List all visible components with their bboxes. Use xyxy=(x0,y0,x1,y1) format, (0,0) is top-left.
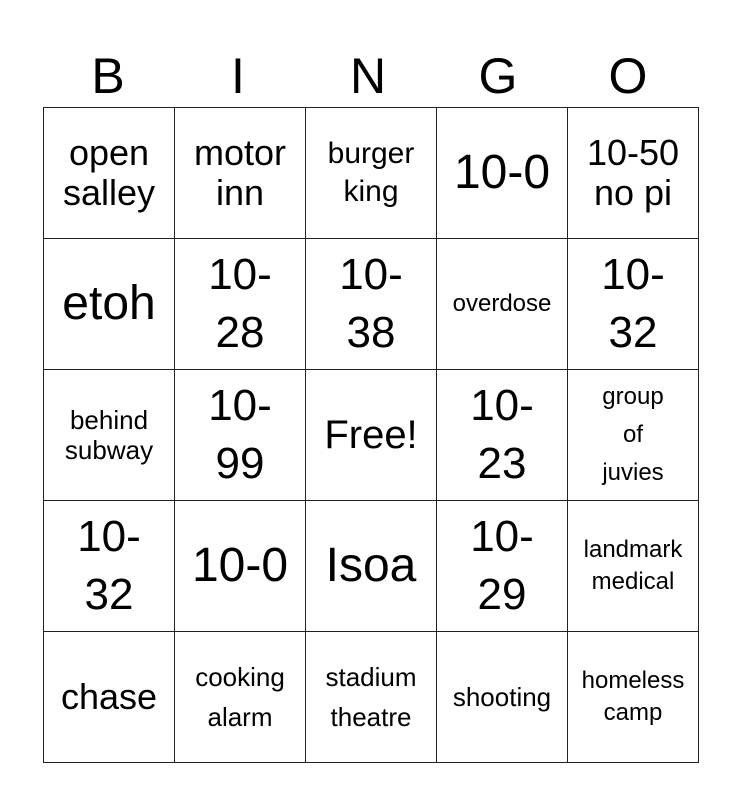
header-letter-b: B xyxy=(91,48,125,104)
bingo-cell[interactable]: 10- 32 xyxy=(44,501,175,632)
grid-row xyxy=(44,370,699,501)
bingo-cell[interactable]: 10-0 xyxy=(437,108,568,239)
bingo-cell[interactable]: 10-50 no pi xyxy=(568,108,699,239)
bingo-cell[interactable]: landmark medical xyxy=(568,501,699,632)
bingo-cell[interactable]: Isoa xyxy=(306,501,437,632)
bingo-cell[interactable]: open salley xyxy=(44,108,175,239)
bingo-cell[interactable]: 10- 28 xyxy=(175,239,306,370)
grid-row xyxy=(44,239,699,370)
bingo-cell[interactable]: 10- 32 xyxy=(568,239,699,370)
bingo-cell[interactable]: cooking alarm xyxy=(175,632,306,763)
free-space-cell[interactable]: Free! xyxy=(306,370,437,501)
bingo-cell[interactable]: 10-0 xyxy=(175,501,306,632)
bingo-cell[interactable]: group of juvies xyxy=(568,370,699,501)
bingo-cell[interactable]: 10- 99 xyxy=(175,370,306,501)
bingo-cell[interactable]: overdose xyxy=(437,239,568,370)
bingo-cell[interactable]: shooting xyxy=(437,632,568,763)
bingo-cell[interactable]: motor inn xyxy=(175,108,306,239)
header-letter-o: O xyxy=(608,48,648,104)
bingo-cell[interactable]: burger king xyxy=(306,108,437,239)
grid-row xyxy=(44,108,699,239)
bingo-cell[interactable]: 10- 23 xyxy=(437,370,568,501)
bingo-cell[interactable]: 10- 29 xyxy=(437,501,568,632)
bingo-cell[interactable]: chase xyxy=(44,632,175,763)
grid-row xyxy=(44,501,699,632)
bingo-grid xyxy=(43,107,699,763)
bingo-header xyxy=(43,48,693,104)
bingo-cell[interactable]: homeless camp xyxy=(568,632,699,763)
header-letter-n: N xyxy=(349,48,387,104)
header-letter-g: G xyxy=(478,48,518,104)
bingo-cell[interactable]: behind subway xyxy=(44,370,175,501)
bingo-cell[interactable]: stadium theatre xyxy=(306,632,437,763)
grid-row xyxy=(44,632,699,763)
bingo-cell[interactable]: etoh xyxy=(44,239,175,370)
header-letter-i: I xyxy=(231,48,245,104)
bingo-cell[interactable]: 10- 38 xyxy=(306,239,437,370)
